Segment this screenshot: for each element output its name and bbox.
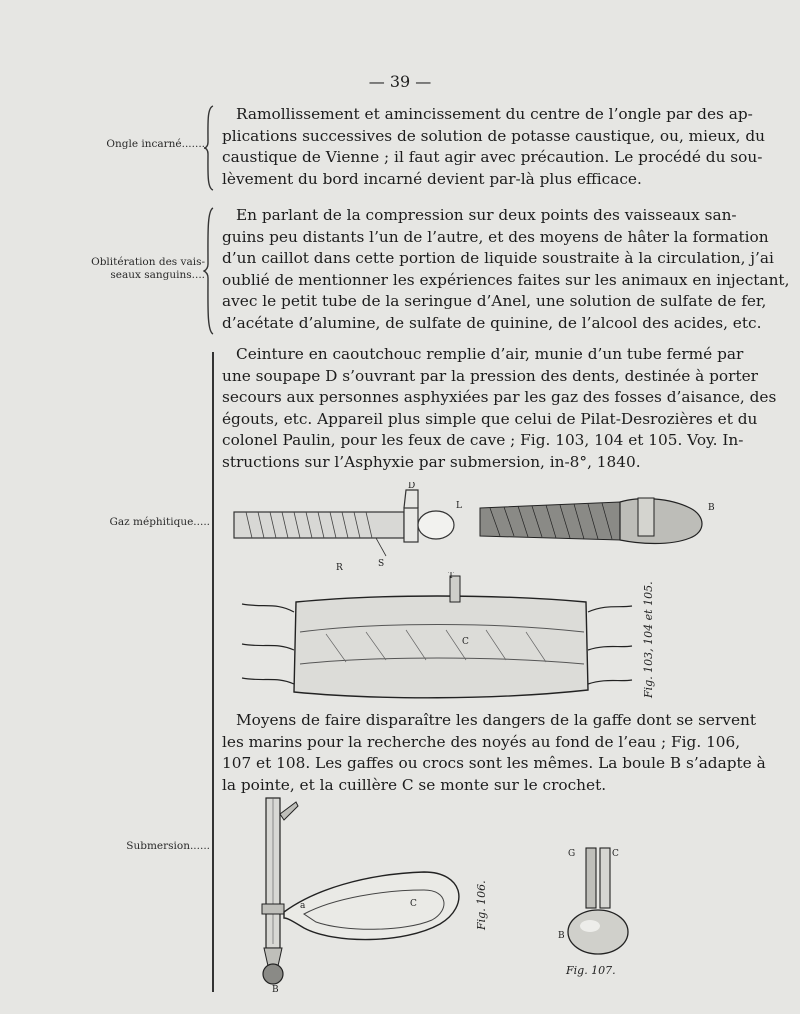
margin-note-obliteration: [80, 256, 205, 282]
gaff-letter-a: a: [300, 901, 306, 911]
mouthpiece-letter-b: B: [708, 503, 715, 513]
belt-caption: [636, 574, 660, 700]
margin-note-submersion: Submersion......: [126, 840, 210, 852]
text-line: une soupape D s’ouvrant par la pression des dents, destinée à porter: [222, 366, 758, 385]
tube-letter-s: S: [378, 559, 385, 569]
text-line: plications successives de solution de potasse caustique, ou, mieux, du: [222, 126, 765, 145]
paragraph-obliteration: [222, 205, 790, 335]
text-line: Ceinture en caoutchouc remplie d’air, munie d’un tube fermé par: [236, 345, 744, 363]
paragraph-submersion: [222, 710, 766, 796]
paragraph-gaz: [222, 344, 777, 474]
ball-letter-b: B: [558, 931, 565, 941]
text-line: avec le petit tube de la seringue d’Anel, une solution de sulfate de fer,: [222, 292, 767, 311]
tube-valve-illustration: [226, 482, 476, 572]
ball-illustration: [554, 842, 644, 982]
belt-caption-text: Fig. 103, 104 et 105.: [642, 581, 655, 698]
text-line: guins peu distants l’un de l’autre, et des moyens de hâter la formation: [222, 227, 769, 246]
text-line: colonel Paulin, pour les feux de cave ; Fig. 103, 104 et 105. Voy. In-: [222, 431, 744, 450]
gaff-letter-b: B: [272, 985, 279, 994]
ball-letter-c: C: [612, 849, 619, 859]
gaff-caption: [470, 862, 492, 932]
margin-note-obliteration-line-1: Oblitération des vais-: [91, 256, 205, 268]
text-line: la pointe, et la cuillère C se monte sur le crochet.: [222, 775, 607, 794]
belt-letter-c: C: [462, 637, 469, 647]
margin-note-obliteration-line-2: seaux sanguins....: [110, 269, 205, 281]
ball-letter-g: G: [568, 849, 576, 859]
gaff-caption-text: Fig. 106.: [475, 880, 488, 930]
text-line: Moyens de faire disparaître les dangers de la gaffe dont se servent: [236, 711, 756, 729]
gaff-illustration: [244, 794, 504, 994]
gaff-letter-c: C: [410, 899, 417, 909]
text-line: d’un caillot dans cette portion de liquide soustraite à la circulation, j’ai: [222, 249, 774, 268]
brace-ongle: [203, 104, 215, 192]
text-line: En parlant de la compression sur deux points des vaisseaux san-: [236, 206, 737, 224]
text-line: 107 et 108. Les gaffes ou crocs sont les mêmes. La boule B s’adapte à: [222, 754, 766, 773]
page-number: — 39 —: [368, 72, 432, 91]
tube-letter-r: R: [336, 563, 343, 572]
margin-rule: [212, 352, 214, 992]
paragraph-ongle: [222, 104, 765, 190]
ball-caption: Fig. 107.: [566, 964, 616, 977]
text-line: structions sur l’Asphyxie par submersion, in-8°, 1840.: [222, 452, 641, 471]
text-line: Ramollissement et amincissement du centre de l’ongle par des ap-: [236, 105, 753, 123]
air-belt-illustration: [236, 572, 636, 712]
mouthpiece-illustration: [470, 488, 720, 558]
text-line: d’acétate d’alumine, de sulfate de quinine, de l’alcool des acides, etc.: [222, 313, 762, 332]
margin-note-ongle: Ongle incarné.......: [106, 138, 205, 150]
text-line: secours aux personnes asphyxiées par les gaz des fosses d’aisance, des: [222, 388, 777, 407]
tube-letter-l: L: [456, 501, 462, 511]
text-line: égouts, etc. Appareil plus simple que celui de Pilat-Desrozières et du: [222, 409, 758, 428]
text-line: oublié de mentionner les expériences faites sur les animaux en injectant,: [222, 270, 790, 289]
belt-letter-t: T: [448, 572, 455, 581]
text-line: les marins pour la recherche des noyés au fond de l’eau ; Fig. 106,: [222, 732, 741, 751]
brace-obliteration: [203, 206, 215, 336]
text-line: caustique de Vienne ; il faut agir avec précaution. Le procédé du sou-: [222, 148, 763, 167]
tube-letter-d: D: [408, 482, 416, 491]
margin-note-gaz: Gaz méphitique.....: [109, 516, 210, 528]
text-line: lèvement du bord incarné devient par-là plus efficace.: [222, 169, 642, 188]
